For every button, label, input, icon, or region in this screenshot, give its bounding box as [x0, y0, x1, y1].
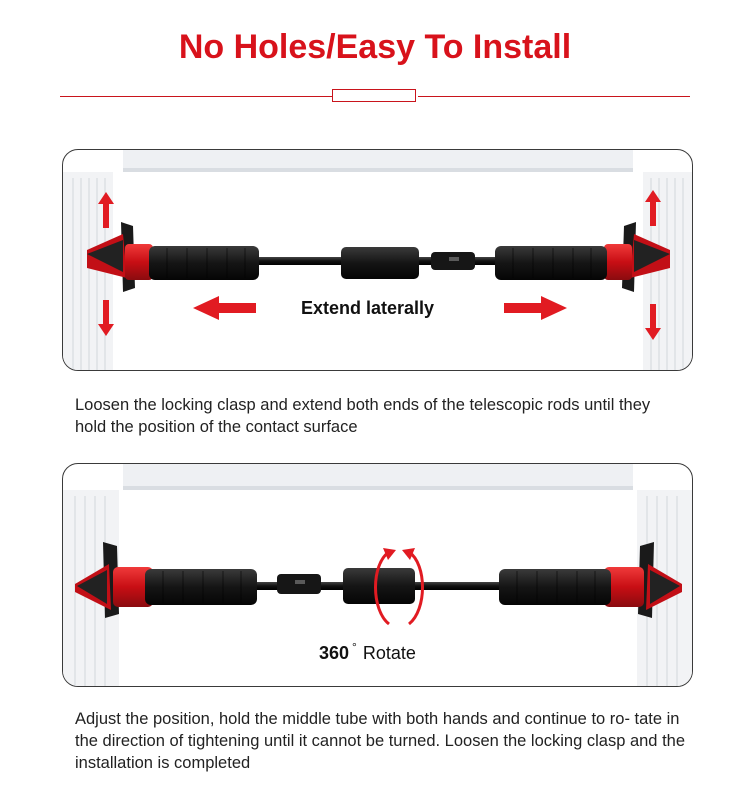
right-grip: [495, 246, 607, 280]
page-title: No Holes/Easy To Install: [178, 28, 572, 66]
arrow-right-icon: [504, 296, 567, 320]
step-2-label: [319, 640, 416, 664]
title-divider-left: [60, 96, 332, 97]
rotation-angle: 360: [319, 643, 350, 663]
step-2-caption: Adjust the position, hold the middle tube with both hands and continue to ro- tate in the direction of tightening until it cannot be turned. Loosen the locking clasp and the installation is completed: [75, 710, 686, 772]
step-1-caption: Loosen the locking clasp and extend both ends of the telescopic rods until they hold the position of the contact surface: [75, 396, 651, 436]
step-1-label: Extend laterally: [301, 298, 435, 318]
degree-symbol: °: [352, 640, 357, 654]
step-1-illustration: [62, 149, 693, 371]
title-divider-box: [332, 89, 416, 102]
center-sleeve: [341, 247, 419, 279]
rotate-text: Rotate: [362, 643, 416, 663]
arrow-left-icon: [193, 296, 256, 320]
step-2-illustration: [62, 463, 693, 687]
step-1-drawing: [63, 150, 693, 371]
title-divider-right: [418, 96, 690, 97]
left-grip: [149, 246, 259, 280]
